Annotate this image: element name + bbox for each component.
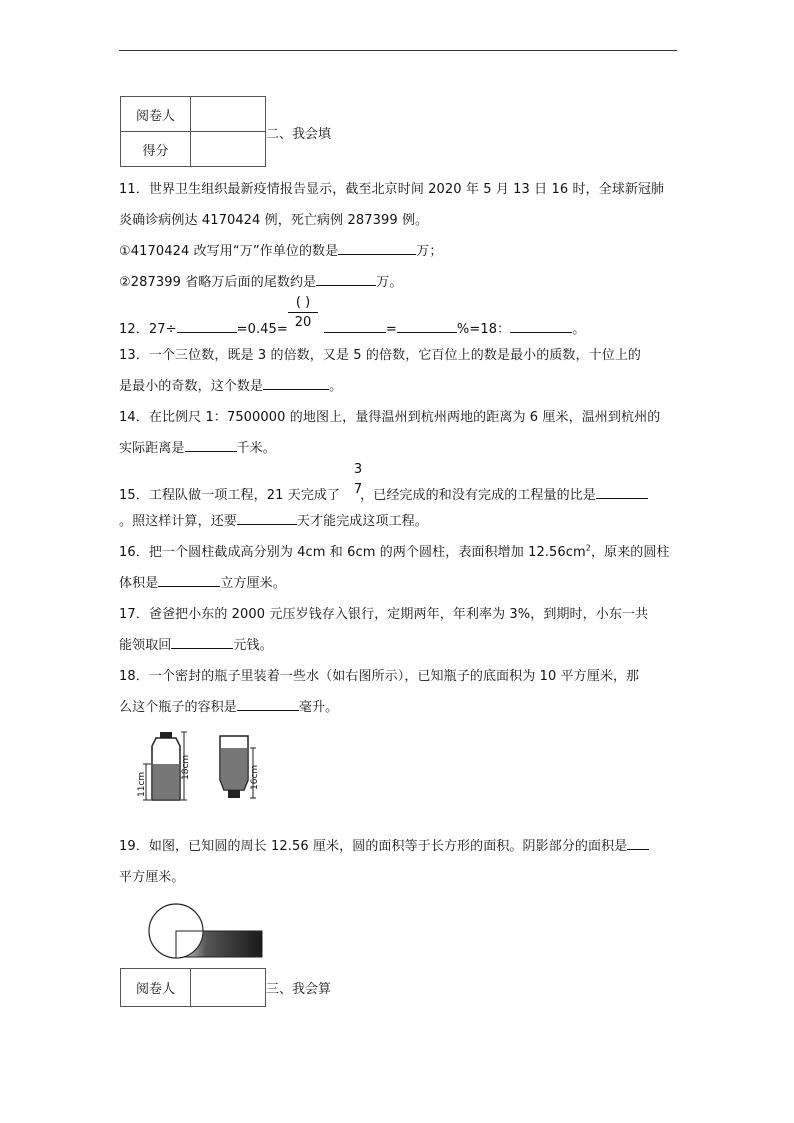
grader-label-s3: 阅卷人 xyxy=(121,969,191,1007)
q12-fraction xyxy=(288,296,318,329)
q14-blank[interactable] xyxy=(185,438,237,452)
q15-text4: 天才能完成这项工程。 xyxy=(296,514,428,529)
q15-blank2[interactable] xyxy=(237,511,297,525)
q13-line2 xyxy=(119,375,342,394)
q18-unit: 毫升。 xyxy=(298,700,339,715)
bottle-inverted xyxy=(220,736,260,798)
q16-text2: ，原来的圆柱 xyxy=(591,545,670,560)
q11-sub1 xyxy=(119,240,442,259)
q12-frac-num: ( ) xyxy=(295,295,311,310)
q13-blank[interactable] xyxy=(263,376,329,390)
q17-blank[interactable] xyxy=(171,635,233,649)
label-11cm: 11cm xyxy=(137,771,147,797)
grader-cell-s3[interactable] xyxy=(191,969,266,1007)
q16-blank[interactable] xyxy=(158,573,220,587)
q19-blank[interactable] xyxy=(627,836,649,850)
label-18cm: 18cm xyxy=(181,754,191,780)
q17-line2 xyxy=(119,634,273,653)
score-cell[interactable] xyxy=(191,132,266,167)
q16-sup: 2 xyxy=(585,543,591,553)
grader-label: 阅卷人 xyxy=(121,97,191,132)
q15-frac-num: 3 xyxy=(353,462,363,477)
section2-title: 二、我会填 xyxy=(266,127,332,142)
q12-text: 12．27÷ xyxy=(119,322,177,337)
q12-eq1: =0.45= xyxy=(236,322,288,337)
q19-line1 xyxy=(119,835,649,854)
score-label: 得分 xyxy=(121,132,191,167)
q14-line2 xyxy=(119,437,276,456)
q12-blank4[interactable] xyxy=(510,319,572,333)
q12-eq3: %=18： xyxy=(456,322,511,337)
q18-blank[interactable] xyxy=(237,697,299,711)
header-rule xyxy=(119,50,677,51)
q12-blank1[interactable] xyxy=(177,319,237,333)
q13-line1: 13．一个三位数，既是 3 的倍数，又是 5 的倍数，它百位上的数是最小的质数，十位上的 xyxy=(119,348,642,363)
q19-line2: 平方厘米。 xyxy=(119,870,185,885)
q11-line1: 11．世界卫生组织最新疫情报告显示，截至北京时间 2020 年 5 月 13 日 16 时，全球新冠肺 xyxy=(119,182,665,197)
q18-line2 xyxy=(119,696,338,715)
grader-cell[interactable] xyxy=(191,97,266,132)
q12-end: 。 xyxy=(572,322,586,337)
q16-line2 xyxy=(119,572,286,591)
q11-sub2-unit: 万。 xyxy=(376,275,403,290)
q14-line1: 14．在比例尺 1：7500000 的地图上，量得温州到杭州两地的距离为 6 厘米，温州到杭州的 xyxy=(119,410,661,425)
q15-fraction xyxy=(352,463,364,496)
q15-frac-den: 7 xyxy=(353,482,363,497)
q15-line1 xyxy=(119,484,648,503)
q11-sub1-text: ①4170424 改写用“万”作单位的数是 xyxy=(119,244,339,259)
q19-text: 19．如图，已知圆的周长 12.56 厘米，圆的面积等于长方形的面积。阴影部分的面积是 xyxy=(119,839,628,854)
q12-blank3[interactable] xyxy=(397,319,457,333)
q15-line2 xyxy=(119,510,428,529)
circle-rect-figure xyxy=(140,898,270,962)
q15-text1: 15．工程队做一项工程，21 天完成了 xyxy=(119,488,341,503)
q15-blank1[interactable] xyxy=(596,485,648,499)
q13-end: 。 xyxy=(329,379,343,394)
bottle-upright xyxy=(137,732,191,800)
q11-sub2-text: ②287399 省略万后面的尾数约是 xyxy=(119,275,317,290)
q13-text: 是最小的奇数，这个数是 xyxy=(119,379,264,394)
section3-title: 三、我会算 xyxy=(266,982,332,997)
q17-line1: 17．爸爸把小东的 2000 元压岁钱存入银行，定期两年，年利率为 3%，到期时，小东一共 xyxy=(119,607,649,622)
q15-text3: 。照这样计算，还要 xyxy=(119,514,237,529)
label-16cm: 16cm xyxy=(250,764,260,790)
bottle-figure xyxy=(137,728,270,806)
q11-sub2-blank[interactable] xyxy=(316,272,376,286)
q16-text1: 16．把一个圆柱截成高分别为 4cm 和 6cm 的两个圆柱，表面积增加 12.56cm xyxy=(119,545,586,560)
q16-unit: 立方厘米。 xyxy=(220,576,286,591)
q16-text3: 体积是 xyxy=(119,576,159,591)
q15-text2: ，已经完成的和没有完成的工程量的比是 xyxy=(360,488,596,503)
q14-text: 实际距离是 xyxy=(119,441,185,456)
q18-line1: 18．一个密封的瓶子里装着一些水（如右图所示），已知瓶子的底面积为 10 平方厘米，那 xyxy=(119,669,640,684)
q12-line xyxy=(119,315,586,337)
q12-blank2[interactable] xyxy=(324,319,386,333)
q11-sub2 xyxy=(119,271,402,290)
score-table-section3 xyxy=(120,968,266,1007)
q11-sub1-blank[interactable] xyxy=(338,241,416,255)
q11-sub1-unit: 万； xyxy=(416,244,443,259)
q18-text: 么这个瓶子的容积是 xyxy=(119,700,237,715)
q16-line1 xyxy=(119,541,670,560)
q11-line2: 炎确诊病例达 4170424 例，死亡病例 287399 例。 xyxy=(119,213,429,228)
q12-frac-den: 20 xyxy=(294,315,312,330)
q17-text: 能领取回 xyxy=(119,638,172,653)
q17-unit: 元钱。 xyxy=(233,638,273,653)
q12-eq2: = xyxy=(385,322,397,337)
q14-unit: 千米。 xyxy=(236,441,276,456)
score-table-section2 xyxy=(120,96,266,167)
